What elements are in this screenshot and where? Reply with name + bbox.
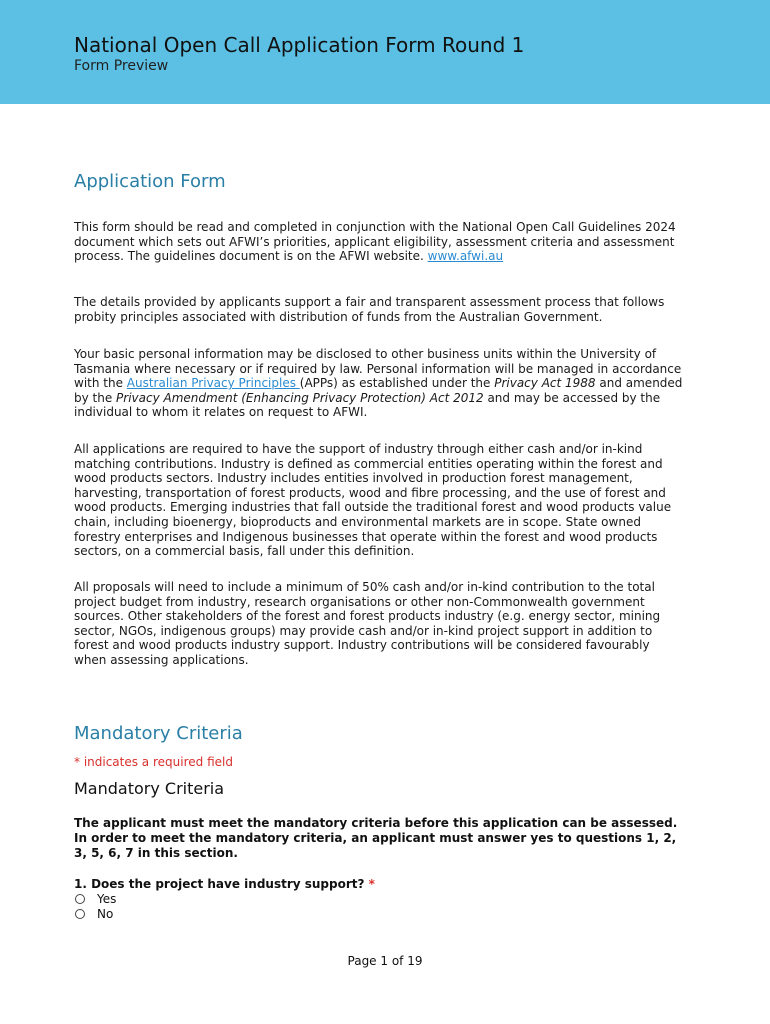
mandatory-criteria-subheading: Mandatory Criteria [74,779,225,798]
radio-yes[interactable] [75,894,85,904]
required-field-note: * indicates a required field [74,755,233,769]
privacy-act-title: Privacy Act 1988 [494,376,596,391]
option-no-label: No [97,907,114,921]
privacy-text-3: and amended by the [74,376,683,405]
privacy-paragraph [74,347,684,420]
question-1-option-no[interactable] [74,907,113,921]
page-number: Page 1 of 19 [347,954,423,968]
required-asterisk: * [368,877,375,891]
privacy-text-2: (APPs) as established under the [299,376,495,391]
page-subtitle: Form Preview [74,58,169,74]
intro-paragraph [74,220,684,264]
page-title: National Open Call Application Form Round 1 [74,33,525,57]
privacy-amendment-title: Privacy Amendment (Enhancing Privacy Protection) Act 2012 [116,390,484,405]
privacy-text-1: Your basic personal information may be disclosed to other business units within the University of Tasmania where necessary or if required by law. Personal information will be managed in accordance with the [74,347,682,391]
radio-no[interactable] [75,909,85,919]
question-1-label [74,877,375,891]
application-form-heading: Application Form [74,171,226,192]
question-1-text: 1. Does the project have industry support? [74,877,365,891]
contribution-paragraph: All proposals will need to include a minimum of 50% cash and/or in-kind contribution to the total project budget from industry, research organisations or other non-Commonwealth government sources. Other stakeholders of the forest and forest products industry (e.g. energy sector, mining sector, NGOs, indigenous groups) may provide cash and/or in-kind project support in addition to forest and wood products industry support. Industry contributions will be considered favourably when assessing applications. [74,580,661,667]
privacy-principles-link[interactable]: Australian Privacy Principles [126,376,300,391]
privacy-text-4: and may be accessed by the individual to whom it relates on request to AFWI. [74,390,661,420]
question-1-option-yes[interactable] [74,892,116,906]
option-yes-label: Yes [97,892,117,906]
industry-support-paragraph: All applications are required to have the support of industry through either cash and/or in-kind matching contributions. Industry is defined as commercial entities operating within the forest and wood products sectors. Industry includes entities involved in production forest management, harvesting, transportation of forest products, wood and fibre processing, and the use of forest and wood products. Emerging industries that fall outside the traditional forest and wood products value chain, including bioenergy, bioproducts and environmental markets are in scope. State owned forestry enterprises and Indigenous businesses that operate within the forest and wood products sectors, on a commercial basis, fall under this definition. [74,442,672,559]
mandatory-instruction: The applicant must meet the mandatory criteria before this application can be assessed. In order to meet the mandatory criteria, an applicant must answer yes to questions 1, 2, 3, 5, 6, 7 in this section. [74,816,678,860]
form-header [0,0,770,104]
mandatory-criteria-heading: Mandatory Criteria [74,723,243,744]
afwi-website-link[interactable]: www.afwi.au [427,249,504,264]
intro-text: This form should be read and completed in conjunction with the National Open Call Guidelines 2024 document which sets out AFWI’s priorities, applicant eligibility, assessment criteria and assessment process. The guidelines document is on the AFWI website. [74,220,676,264]
details-paragraph: The details provided by applicants support a fair and transparent assessment process that follows probity principles associated with distribution of funds from the Australian Government. [74,295,665,324]
